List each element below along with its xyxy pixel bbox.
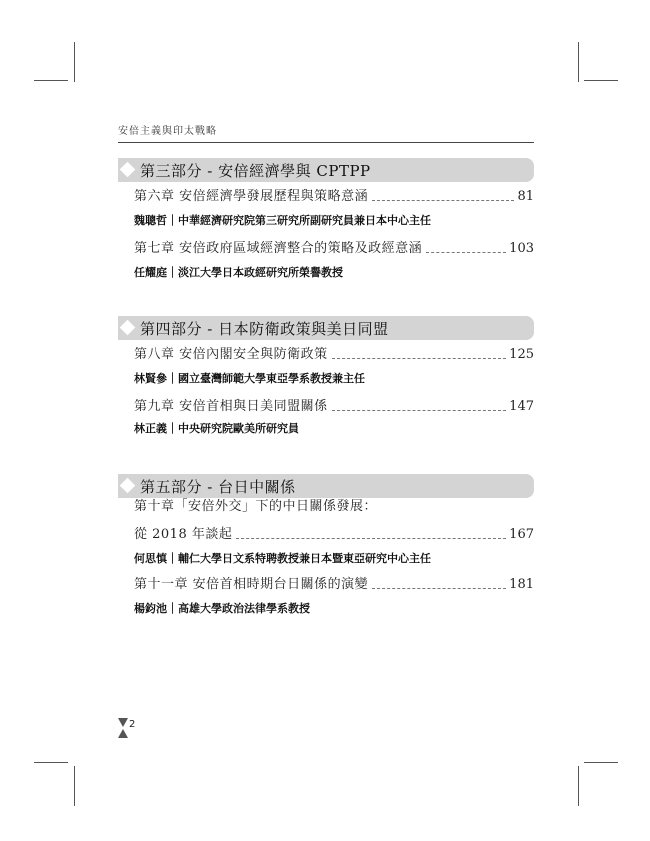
dot-leader — [332, 410, 507, 411]
crop-mark — [74, 766, 75, 806]
diamond-icon — [120, 320, 136, 336]
chapter-author: 楊鈞池｜高雄大學政治法律學系教授 — [134, 602, 310, 615]
dot-leader — [372, 588, 506, 589]
crop-mark — [578, 766, 579, 806]
chapter-title: 第六章 安倍經濟學發展歷程與策略意涵 — [134, 189, 369, 204]
chapter-author: 林賢參｜國立臺灣師範大學東亞學系教授兼主任 — [134, 372, 365, 385]
page-number: 147 — [509, 399, 534, 414]
page-folio: 2 — [129, 719, 136, 730]
header-rule — [118, 142, 534, 143]
chapter-title: 從 2018 年談起 — [134, 527, 233, 542]
page-number: 167 — [509, 527, 534, 542]
page-number: 103 — [509, 241, 534, 256]
chapter-author: 魏聰哲｜中華經濟研究院第三研究所副研究員兼日本中心主任 — [134, 214, 431, 227]
toc-entry[interactable] — [134, 238, 534, 258]
dot-leader — [426, 252, 506, 253]
chapter-author: 林正義｜中央研究院歐美所研究員 — [134, 422, 299, 435]
diamond-icon — [120, 162, 136, 178]
chapter-title: 第八章 安倍內閣安全與防衛政策 — [134, 347, 328, 362]
toc-entry[interactable] — [134, 344, 534, 364]
section-header — [118, 474, 534, 498]
toc-entry-line[interactable] — [134, 498, 534, 518]
crop-mark — [584, 762, 618, 763]
crop-mark — [74, 42, 75, 82]
chapter-author: 何思慎｜輔仁大學日文系特聘教授兼日本暨東亞研究中心主任 — [134, 552, 431, 565]
dot-leader — [332, 358, 507, 359]
page-number: 181 — [509, 577, 534, 592]
crop-mark — [578, 42, 579, 82]
page-number: 125 — [509, 347, 534, 362]
page-number: 81 — [517, 189, 534, 204]
crop-mark — [34, 80, 68, 81]
section-title: 第四部分 - 日本防衛政策與美日同盟 — [140, 320, 389, 338]
chapter-title: 第九章 安倍首相與日美同盟關係 — [134, 399, 328, 414]
dot-leader — [372, 200, 514, 201]
toc-entry[interactable] — [134, 574, 534, 594]
toc-entry[interactable] — [134, 524, 534, 544]
crop-mark — [584, 80, 618, 81]
chapter-title-line1: 第十章「安倍外交」下的中日關係發展： — [134, 499, 378, 514]
chapter-title: 第七章 安倍政府區域經濟整合的策略及政經意涵 — [134, 241, 423, 256]
diamond-icon — [120, 478, 136, 494]
toc-entry[interactable] — [134, 186, 534, 206]
section-title: 第五部分 - 台日中關係 — [140, 478, 296, 496]
section-title: 第三部分 - 安倍經濟學與 CPTPP — [140, 162, 371, 180]
section-header — [118, 158, 534, 182]
running-head: 安倍主義與印太戰略 — [118, 126, 217, 137]
dot-leader — [236, 538, 506, 539]
toc-entry[interactable] — [134, 396, 534, 416]
crop-mark — [34, 762, 68, 763]
section-header — [118, 316, 534, 340]
chapter-title: 第十一章 安倍首相時期台日關係的演變 — [134, 577, 369, 592]
chapter-author: 任耀庭｜淡江大學日本政經研究所榮譽教授 — [134, 266, 343, 279]
folio-triangle-icon — [118, 718, 128, 738]
